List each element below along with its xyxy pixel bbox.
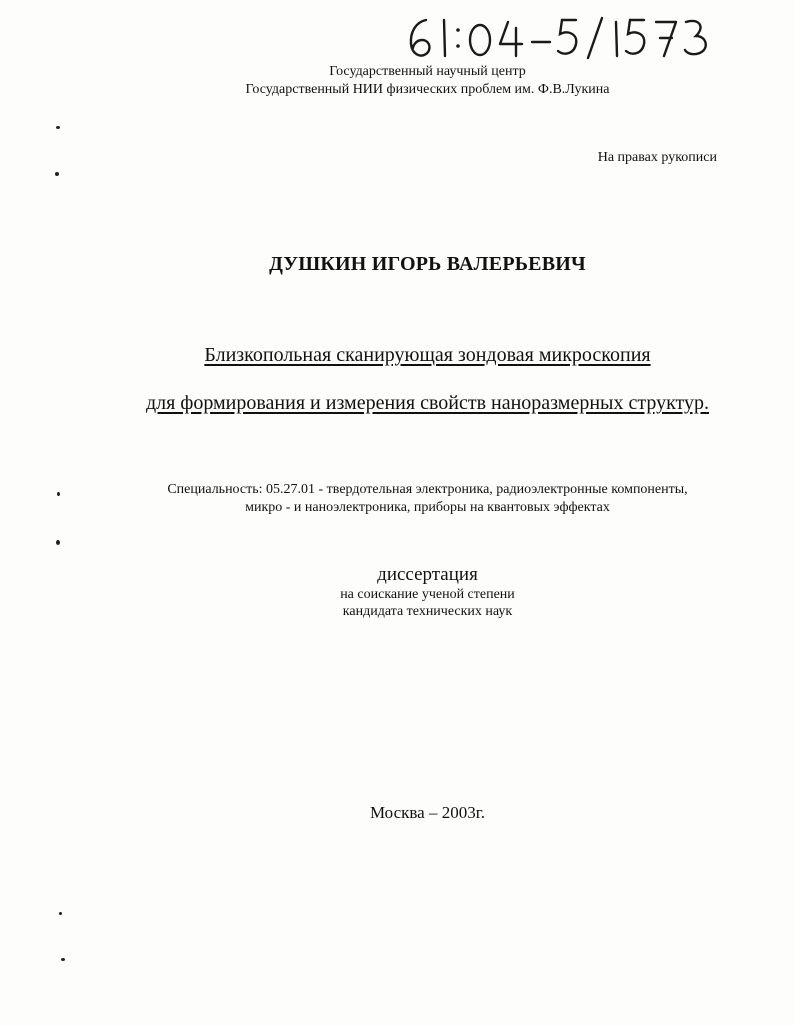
specialty-line-1: Специальность: 05.27.01 - твердотельная электроника, радиоэлектронные компоненты, xyxy=(167,482,688,497)
degree-line-2: кандидата технических наук xyxy=(342,604,513,619)
thesis-title-line-2: для формирования и измерения свойств наноразмерных структур. xyxy=(146,392,709,414)
scan-speck xyxy=(56,540,60,545)
organization-line-2: Государственный НИИ физических проблем им. Ф.В.Лукина xyxy=(245,82,610,97)
manuscript-rights-note: На правах рукописи xyxy=(597,150,717,165)
scan-speck xyxy=(59,912,62,915)
place-and-year: Москва – 2003г. xyxy=(369,803,486,822)
scan-speck xyxy=(56,126,60,129)
degree-line-1: на соискание ученой степени xyxy=(340,587,515,602)
scan-speck xyxy=(57,492,60,496)
document-type: диссертация xyxy=(377,564,478,585)
organization-line-1: Государственный научный центр xyxy=(329,64,526,79)
specialty-line-2: микро - и наноэлектроника, приборы на квантовых эффектах xyxy=(245,500,610,515)
thesis-title-line-1: Близкопольная сканирующая зондовая микроскопия xyxy=(204,344,651,366)
scan-speck xyxy=(61,958,65,961)
scan-speck xyxy=(55,172,59,176)
handwritten-archive-code xyxy=(404,14,724,62)
author-name: ДУШКИН ИГОРЬ ВАЛЕРЬЕВИЧ xyxy=(269,253,586,275)
